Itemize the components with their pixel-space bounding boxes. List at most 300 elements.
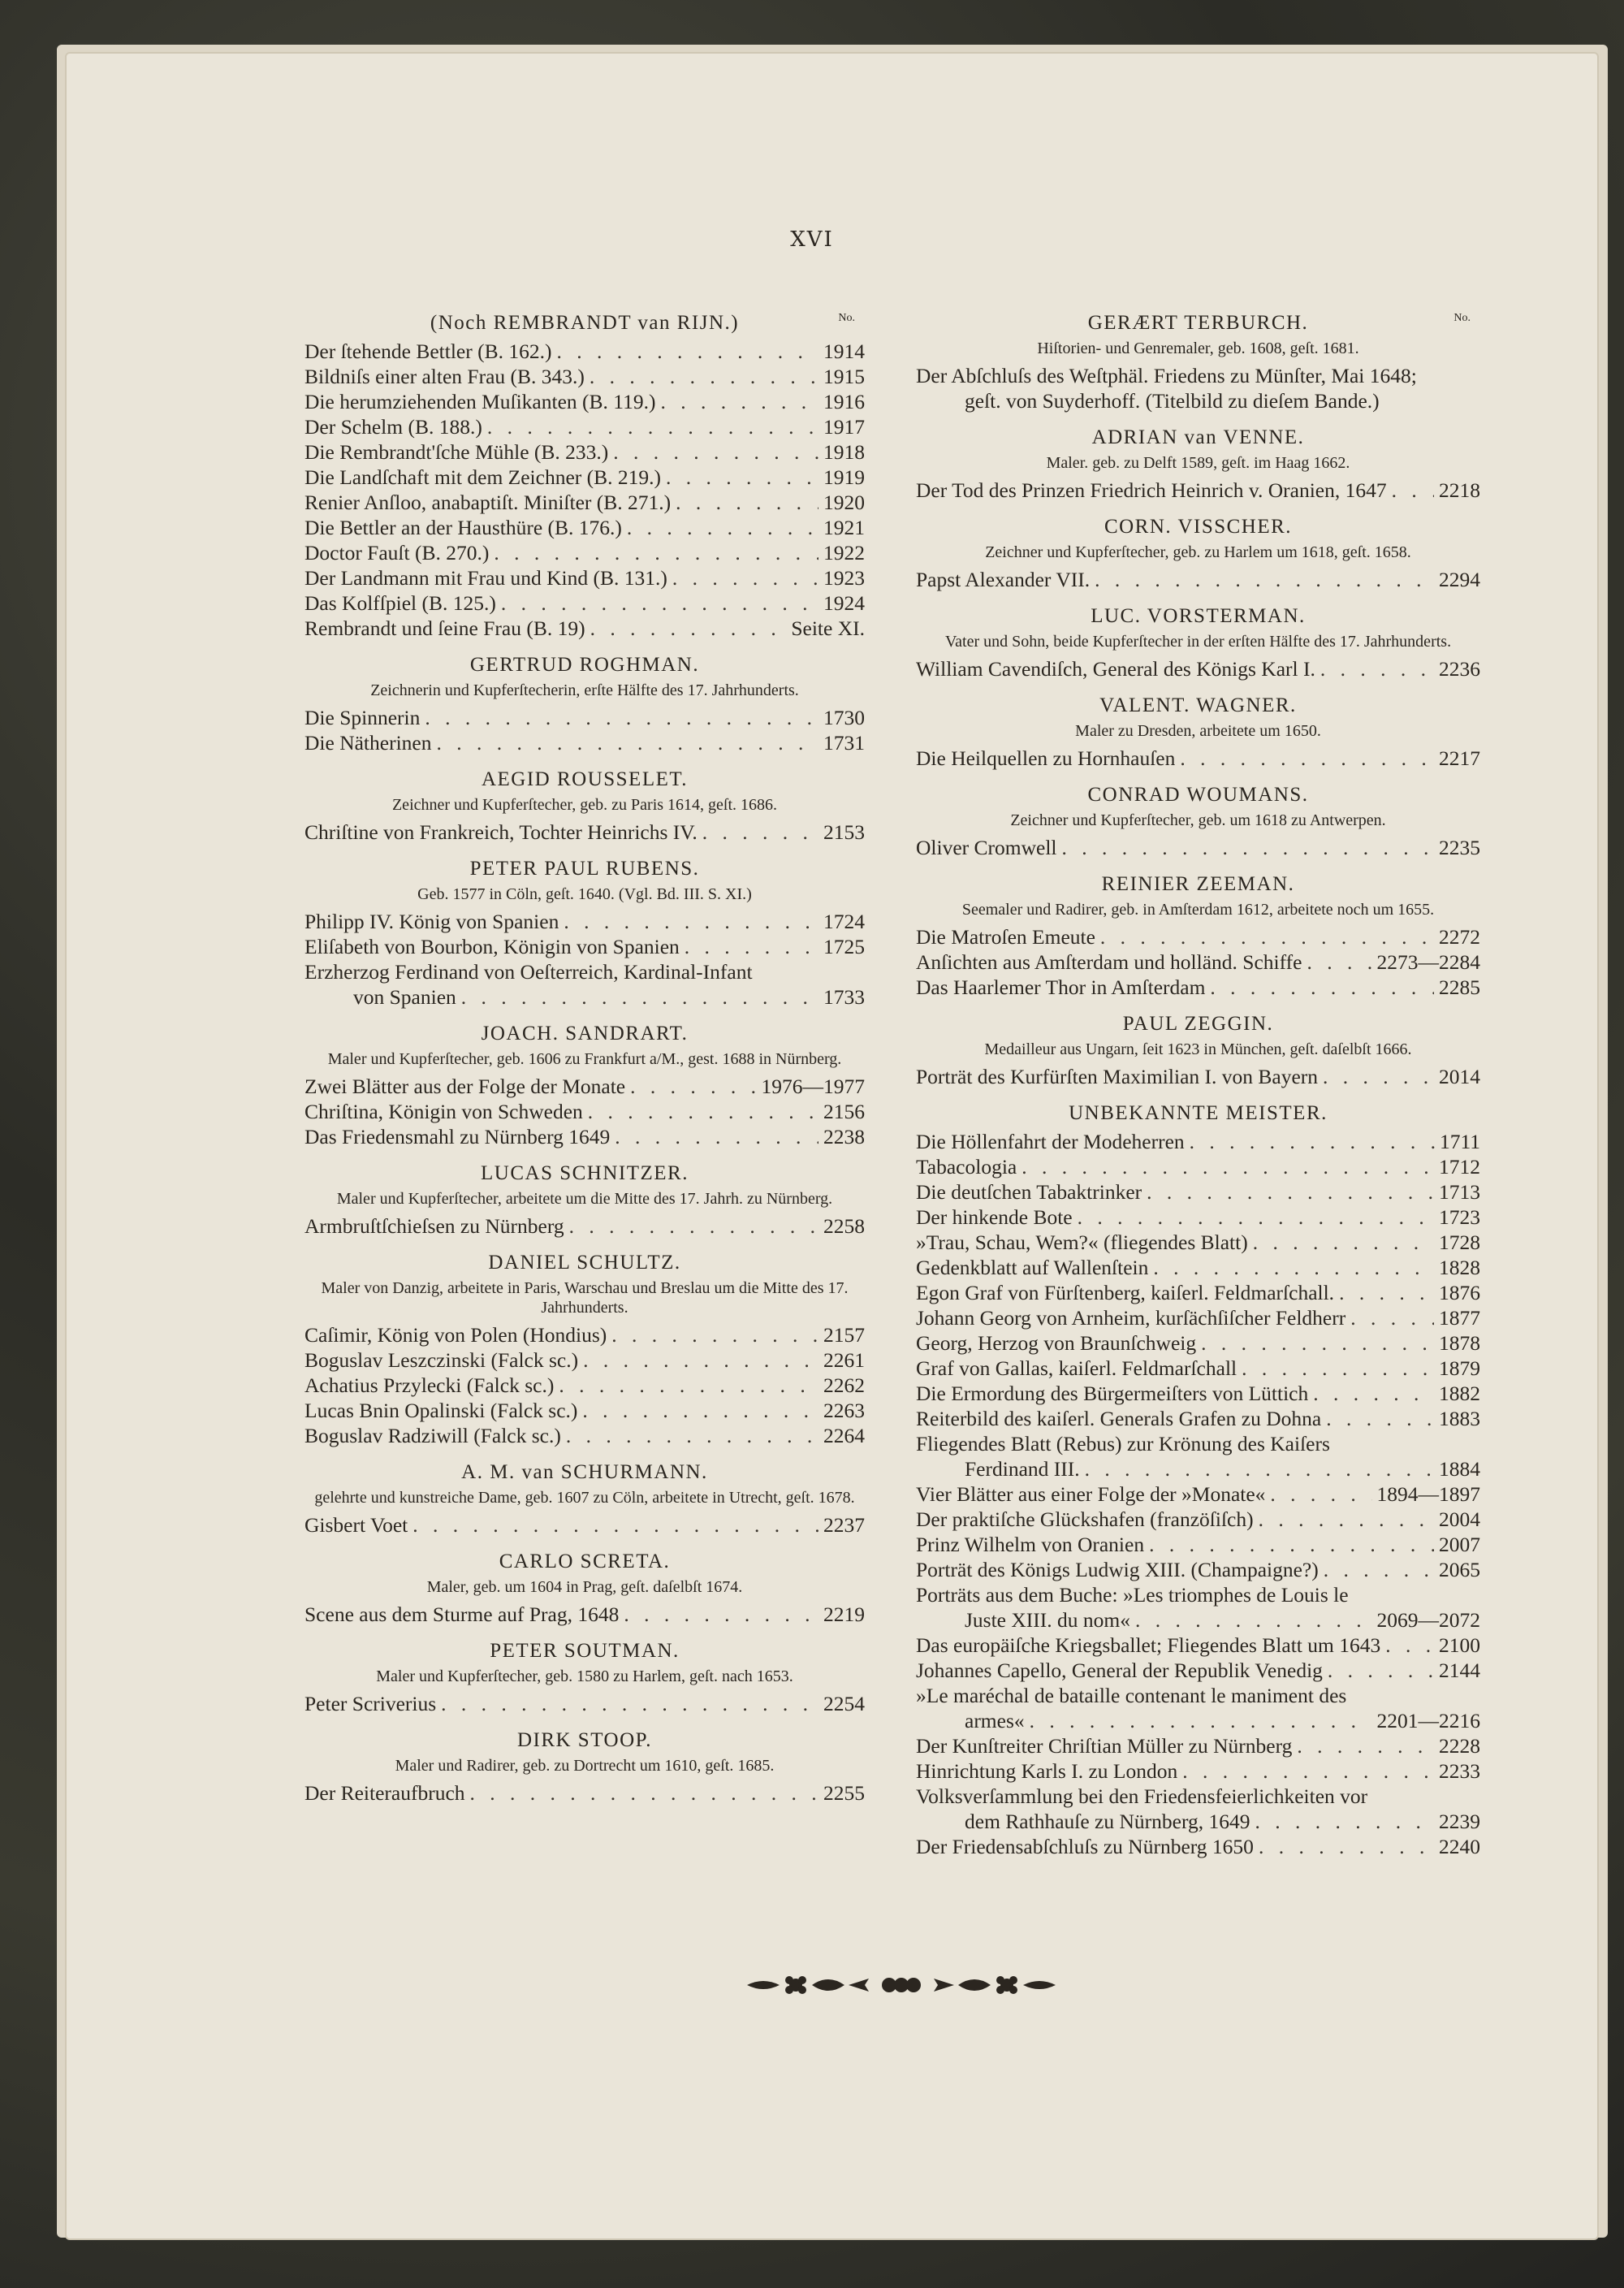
leader-dots [487, 414, 818, 439]
entry-title: geſt. von Suyderhoff. (Titelbild zu dieſem Bande.) [965, 389, 1380, 413]
leader-dots [1259, 1834, 1434, 1859]
artist-section-aegid-rousselet [304, 767, 865, 845]
catalog-entry [916, 363, 1480, 388]
entry-title: Die Nätherinen [304, 731, 432, 755]
entry-number: 2255 [823, 1781, 865, 1805]
entry-number: 2285 [1439, 975, 1480, 999]
catalog-entry [916, 567, 1480, 592]
catalog-entry [916, 924, 1480, 949]
catalog-entry [304, 515, 865, 540]
entry-title: Rembrandt und ſeine Frau (B. 19) [304, 616, 585, 640]
entry-number: 2238 [823, 1125, 865, 1148]
catalog-entry [304, 1602, 865, 1627]
artist-description: Maler und Radirer, geb. zu Dortrecht um 1610, geſt. 1685. [395, 1757, 775, 1775]
catalog-entry [916, 478, 1480, 503]
catalog-entry [916, 1507, 1480, 1532]
entry-number: 1877 [1439, 1306, 1480, 1330]
entry-number: 2153 [823, 820, 865, 844]
artist-description: Maler und Kupferſtecher, arbeitete um die Mitte des 17. Jahrh. zu Nürnberg. [336, 1190, 833, 1208]
number-column-label: No. [1453, 312, 1471, 324]
entry-title: Der Reiteraufbruch [304, 1781, 465, 1805]
leader-dots [436, 730, 818, 755]
entry-number: 1712 [1439, 1155, 1480, 1179]
catalog-entry [916, 1406, 1480, 1431]
entry-title: Fliegendes Blatt (Rebus) zur Krönung des Kaiſers [916, 1432, 1330, 1455]
artist-heading: A. M. van SCHURMANN. [461, 1461, 708, 1483]
catalog-entry [916, 1834, 1480, 1859]
entry-title: Philipp IV. König von Spanien [304, 910, 559, 933]
entry-number: 1730 [823, 706, 865, 729]
leader-dots [1307, 949, 1371, 975]
entry-title: Die Spinnerin [304, 706, 421, 729]
leader-dots [1062, 835, 1434, 860]
entry-title: Porträt des Kurfürſten Maximilian I. von Bayern [916, 1065, 1319, 1088]
entry-number: 2264 [823, 1424, 865, 1447]
artist-description: Maler. geb. zu Delft 1589, geſt. im Haag 1662. [1046, 454, 1350, 472]
entry-number: 1976—1977 [761, 1075, 865, 1098]
catalog-entry [304, 565, 865, 590]
leader-dots [1328, 1658, 1434, 1683]
artist-description: Zeichner und Kupferſtecher, geb. zu Harlem um 1618, geſt. 1658. [985, 543, 1411, 561]
catalog-entry [304, 1322, 865, 1347]
leader-dots [470, 1780, 818, 1806]
catalog-entry [304, 1780, 865, 1806]
artist-heading: AEGID ROUSSELET. [481, 768, 689, 790]
entry-number: 1723 [1439, 1205, 1480, 1229]
leader-dots [1210, 975, 1434, 1000]
catalog-entry [916, 1179, 1480, 1205]
entry-title: Boguslav Leszczinski (Falck sc.) [304, 1348, 579, 1372]
entry-number: 2100 [1439, 1633, 1480, 1657]
entry-title: Der ſtehende Bettler (B. 162.) [304, 340, 552, 363]
artist-description: Hiſtorien- und Genremaler, geb. 1608, geſt. 1681. [1037, 340, 1359, 357]
artist-section-reinier-zeeman [916, 872, 1480, 1000]
entry-title: Der hinkende Bote [916, 1205, 1073, 1229]
entry-number: 2228 [1439, 1734, 1480, 1758]
catalog-entry [916, 1607, 1480, 1633]
entry-title: Die Höllenfahrt der Modeherren [916, 1130, 1185, 1153]
artist-heading: UNBEKANNTE MEISTER. [1069, 1102, 1328, 1124]
entry-title: Die Ermordung des Bürgermeiſters von Lüttich [916, 1382, 1309, 1405]
artist-section-adrian-van-venne [916, 425, 1480, 503]
entry-title: Papst Alexander VII. [916, 568, 1091, 591]
catalog-entry [916, 1557, 1480, 1582]
artist-section-lucas-schnitzer [304, 1161, 865, 1239]
entry-title: Die herumziehenden Muſikanten (B. 119.) [304, 390, 656, 413]
entry-title: Gedenkblatt auf Wallenſtein [916, 1256, 1149, 1279]
leader-dots [676, 490, 818, 515]
catalog-entry [916, 656, 1480, 681]
decorative-ornament-icon [747, 1969, 1056, 2001]
entry-number: 1918 [823, 440, 865, 464]
catalog-entry [304, 1373, 865, 1398]
entry-number: 2263 [823, 1399, 865, 1422]
entry-number: 2239 [1439, 1810, 1480, 1833]
leader-dots [611, 1322, 818, 1347]
artist-heading: CORN. VISSCHER. [1104, 516, 1293, 538]
artist-heading: CONRAD WOUMANS. [1087, 784, 1309, 806]
artist-description: Medailleur aus Ungarn, ſeit 1623 in München, geſt. daſelbſt 1666. [984, 1040, 1412, 1058]
entry-title: Boguslav Radziwill (Falck sc.) [304, 1424, 561, 1447]
entry-number: 2069—2072 [1376, 1608, 1480, 1632]
entry-number: 2236 [1439, 657, 1480, 681]
entry-number: 1882 [1439, 1382, 1480, 1405]
entry-title: »Le maréchal de bataille contenant le maniment des [916, 1684, 1347, 1707]
catalog-entry [916, 1809, 1480, 1834]
entry-number: 2014 [1439, 1065, 1480, 1088]
catalog-entry [916, 1683, 1480, 1708]
catalog-entry [916, 1708, 1480, 1733]
artist-description: Maler von Danzig, arbeitete in Paris, Warschau und Breslau um die Mitte des 17. Jahrhunderts. [321, 1279, 849, 1317]
entry-title: Achatius Przylecki (Falck sc.) [304, 1373, 555, 1397]
leader-dots [1153, 1255, 1434, 1280]
catalog-entry [916, 1733, 1480, 1758]
leader-dots [1100, 924, 1434, 949]
leader-dots [501, 590, 818, 616]
leader-dots [1320, 656, 1434, 681]
catalog-entry [916, 1481, 1480, 1507]
leader-dots [1385, 1633, 1434, 1658]
entry-title: Das Friedensmahl zu Nürnberg 1649 [304, 1125, 611, 1148]
artist-description: Zeichnerin und Kupferſtecherin, erſte Hälfte des 17. Jahrhunderts. [370, 681, 799, 699]
entry-title: Volksverſammlung bei den Friedensfeierlichkeiten vor [916, 1784, 1368, 1808]
entry-number: 1725 [823, 935, 865, 958]
entry-number: 1728 [1439, 1231, 1480, 1254]
leader-dots [583, 1347, 818, 1373]
artist-section-dirk-stoop [304, 1728, 865, 1806]
entry-number: 2272 [1439, 925, 1480, 949]
catalog-entry [304, 1423, 865, 1448]
artist-section-unbekannte-meister [916, 1101, 1480, 1859]
catalog-entry [304, 959, 865, 984]
artist-heading: DANIEL SCHULTZ. [488, 1252, 681, 1274]
leader-dots [1149, 1532, 1434, 1557]
entry-number: 1711 [1439, 1130, 1480, 1153]
entry-number: 1924 [823, 591, 865, 615]
catalog-entry [916, 1758, 1480, 1784]
artist-description: Seemaler und Radirer, geb. in Amſterdam 1612, arbeitete noch um 1655. [961, 901, 1435, 919]
leader-dots [613, 439, 818, 465]
leader-dots [1324, 1557, 1434, 1582]
catalog-entry [916, 975, 1480, 1000]
leader-dots [588, 1099, 818, 1124]
artist-heading: PETER PAUL RUBENS. [469, 858, 700, 880]
leader-dots [1021, 1154, 1434, 1179]
artist-section-carlo-screta [304, 1549, 865, 1627]
catalog-entry [304, 616, 865, 641]
leader-dots [1323, 1064, 1434, 1089]
artist-description: Maler und Kupferſtecher, geb. 1580 zu Harlem, geſt. nach 1653. [376, 1667, 793, 1685]
catalog-entry [304, 909, 865, 934]
entry-number: 1917 [823, 415, 865, 439]
artist-section-ger-rt-terburch [916, 310, 1480, 413]
entry-number: 2233 [1439, 1759, 1480, 1783]
entry-number: 2065 [1439, 1558, 1480, 1581]
entry-number: 1713 [1439, 1180, 1480, 1204]
leader-dots [1270, 1481, 1371, 1507]
entry-number: 2240 [1439, 1835, 1480, 1858]
artist-heading: DIRK STOOP. [516, 1729, 653, 1751]
entry-number: 1916 [823, 390, 865, 413]
leader-dots [1255, 1809, 1434, 1834]
entry-title: Porträt des Königs Ludwig XIII. (Champaigne?) [916, 1558, 1319, 1581]
artist-description: gelehrte und kunstreiche Dame, geb. 1607 zu Cöln, arbeitete in Utrecht, geſt. 1678. [314, 1489, 855, 1507]
entry-title: Georg, Herzog von Braunſchweig [916, 1331, 1197, 1355]
left-column [304, 301, 865, 1817]
entry-number: 2262 [823, 1373, 865, 1397]
entry-title: Porträts aus dem Buche: »Les triomphes de Louis le [916, 1583, 1349, 1607]
catalog-entry [916, 1532, 1480, 1557]
artist-section-luc-vorsterman [916, 603, 1480, 681]
entry-number: Seite XI. [791, 616, 865, 640]
entry-title: Lucas Bnin Opalinski (Falck sc.) [304, 1399, 578, 1422]
entry-title: Doctor Fauſt (B. 270.) [304, 541, 490, 564]
leader-dots [1313, 1381, 1434, 1406]
entry-number: 1894—1897 [1376, 1482, 1480, 1506]
entry-number: 1883 [1439, 1407, 1480, 1430]
entry-number: 2156 [823, 1100, 865, 1123]
entry-number: 2261 [823, 1348, 865, 1372]
catalog-entry [304, 590, 865, 616]
entry-number: 1922 [823, 541, 865, 564]
catalog-entry [916, 1305, 1480, 1330]
entry-title: Eliſabeth von Bourbon, Königin von Spanien [304, 935, 680, 958]
entry-number: 1731 [823, 731, 865, 755]
catalog-entry [916, 1582, 1480, 1607]
leader-dots [566, 1423, 818, 1448]
catalog-entry [304, 364, 865, 389]
catalog-entry [304, 820, 865, 845]
leader-dots [425, 705, 818, 730]
entry-title: Peter Scriverius [304, 1692, 437, 1715]
entry-number: 1884 [1439, 1457, 1480, 1481]
catalog-entry [304, 339, 865, 364]
artist-section-paul-zeggin [916, 1011, 1480, 1089]
catalog-entry [304, 389, 865, 414]
entry-number: 1921 [823, 516, 865, 539]
artist-heading: REINIER ZEEMAN. [1101, 873, 1295, 895]
entry-number: 2273—2284 [1376, 950, 1480, 974]
entry-number: 1915 [823, 365, 865, 388]
leader-dots [441, 1691, 818, 1716]
leader-dots [1190, 1129, 1435, 1154]
entry-title: Die deutſchen Tabaktrinker [916, 1180, 1142, 1204]
entry-title: William Cavendiſch, General des Königs Karl I. [916, 657, 1315, 681]
leader-dots [556, 339, 818, 364]
artist-section-conrad-woumans [916, 782, 1480, 860]
catalog-entry [304, 1074, 865, 1099]
catalog-entry [304, 1691, 865, 1716]
leader-dots [1201, 1330, 1434, 1356]
entry-number: 2201—2216 [1376, 1709, 1480, 1732]
artist-section-noch-rembrandt-van-rijn [304, 310, 865, 641]
entry-title: Der Landmann mit Frau und Kind (B. 131.) [304, 566, 667, 590]
catalog-entry [304, 1213, 865, 1239]
entry-title: Renier Anſloo, anabaptiſt. Miniſter (B. 271.) [304, 491, 672, 514]
entry-number: 2258 [823, 1214, 865, 1238]
entry-number: 2004 [1439, 1507, 1480, 1531]
entry-title: Die Bettler an der Hausthüre (B. 176.) [304, 516, 622, 539]
artist-description: Zeichner und Kupferſtecher, geb. zu Paris 1614, geſt. 1686. [391, 796, 778, 814]
leader-dots [1135, 1607, 1372, 1633]
leader-dots [630, 1074, 756, 1099]
entry-number: 2294 [1439, 568, 1480, 591]
entry-title: Die Landſchaft mit dem Zeichner (B. 219.) [304, 465, 662, 489]
artist-section-gertrud-roghman [304, 652, 865, 755]
entry-number: 1876 [1439, 1281, 1480, 1304]
entry-number: 2254 [823, 1692, 865, 1715]
leader-dots [1242, 1356, 1434, 1381]
entry-number: 1879 [1439, 1356, 1480, 1380]
entry-number: 1914 [823, 340, 865, 363]
leader-dots [615, 1124, 818, 1149]
leader-dots [1030, 1708, 1372, 1733]
catalog-entry [916, 1456, 1480, 1481]
entry-title: Prinz Wilhelm von Oranien [916, 1533, 1145, 1556]
catalog-entry [304, 730, 865, 755]
catalog-entry [304, 984, 865, 1010]
artist-heading: VALENT. WAGNER. [1099, 694, 1297, 716]
entry-title: Das Kolfſpiel (B. 125.) [304, 591, 496, 615]
entry-title: Caſimir, König von Polen (Hondius) [304, 1323, 607, 1347]
entry-title: Reiterbild des kaiſerl. Generals Grafen zu Dohna [916, 1407, 1322, 1430]
catalog-entry [916, 1230, 1480, 1255]
catalog-entry [916, 1064, 1480, 1089]
entry-title: Das europäiſche Kriegsballet; Fliegendes Blatt um 1643 [916, 1633, 1381, 1657]
entry-title: Johannes Capello, General der Republik Venedig [916, 1659, 1323, 1682]
artist-description: Vater und Sohn, beide Kupferſtecher in der erſten Hälfte des 17. Jahrhunderts. [944, 633, 1452, 651]
artist-section-joach-sandrart [304, 1021, 865, 1149]
leader-dots [1147, 1179, 1434, 1205]
entry-number: 2157 [823, 1323, 865, 1347]
artist-description: Maler, geb. um 1604 in Prag, geſt. daſelbſt 1674. [426, 1578, 743, 1596]
entry-title: Egon Graf von Fürſtenberg, kaiſerl. Feldmarſchall. [916, 1281, 1335, 1304]
leader-dots [494, 540, 818, 565]
entry-number: 1724 [823, 910, 865, 933]
entry-number: 1920 [823, 491, 865, 514]
leader-dots [559, 1373, 818, 1398]
catalog-entry [916, 1431, 1480, 1456]
entry-title: Die Rembrandt'ſche Mühle (B. 233.) [304, 440, 609, 464]
artist-description: Maler zu Dresden, arbeitete um 1650. [1075, 722, 1321, 740]
leader-dots [564, 909, 818, 934]
entry-title: Johann Georg von Arnheim, kurſächſiſcher Feldherr [916, 1306, 1346, 1330]
catalog-entry [916, 1381, 1480, 1406]
leader-dots [627, 515, 818, 540]
artist-section-a-m-van-schurmann [304, 1460, 865, 1538]
entry-number: 2144 [1439, 1659, 1480, 1682]
artist-section-peter-soutman [304, 1638, 865, 1716]
entry-number: 2217 [1439, 746, 1480, 770]
leader-dots [1182, 1758, 1434, 1784]
entry-number: 2218 [1439, 478, 1480, 502]
right-column [916, 301, 1480, 1871]
page-number: XVI [790, 227, 834, 252]
catalog-entry [304, 1512, 865, 1538]
artist-section-valent-wagner [916, 693, 1480, 771]
artist-description: Geb. 1577 in Cöln, geſt. 1640. (Vgl. Bd. III. S. XI.) [417, 885, 752, 903]
artist-heading: GERTRUD ROGHMAN. [469, 654, 700, 676]
catalog-entry [916, 388, 1480, 413]
leader-dots [582, 1398, 818, 1423]
catalog-entry [304, 439, 865, 465]
entry-title: »Trau, Schau, Wem?« (fliegendes Blatt) [916, 1231, 1248, 1254]
entry-number: 2219 [823, 1602, 865, 1626]
leader-dots [1339, 1280, 1434, 1305]
catalog-entry [304, 414, 865, 439]
artist-section-corn-visscher [916, 514, 1480, 592]
leader-dots [590, 364, 818, 389]
catalog-entry [304, 540, 865, 565]
catalog-entry [304, 705, 865, 730]
artist-section-daniel-schultz [304, 1250, 865, 1448]
entry-title: Graf von Gallas, kaiſerl. Feldmarſchall [916, 1356, 1237, 1380]
entry-number: 1923 [823, 566, 865, 590]
entry-number: 2237 [823, 1513, 865, 1537]
entry-title: Der praktiſche Glückshafen (franzöſiſch) [916, 1507, 1254, 1531]
catalog-entry [916, 949, 1480, 975]
entry-title: Chriſtina, Königin von Schweden [304, 1100, 583, 1123]
artist-heading: JOACH. SANDRART. [481, 1023, 689, 1045]
entry-title: Chriſtine von Frankreich, Tochter Heinrichs IV. [304, 820, 698, 844]
entry-title: Anſichten aus Amſterdam und holländ. Schiffe [916, 950, 1302, 974]
leader-dots [1253, 1230, 1434, 1255]
leader-dots [624, 1602, 818, 1627]
catalog-entry [304, 1398, 865, 1423]
leader-dots [1180, 746, 1434, 771]
entry-title: Gisbert Voet [304, 1513, 408, 1537]
catalog-entry [916, 1658, 1480, 1683]
leader-dots [461, 984, 818, 1010]
entry-title: Der Friedensabſchluſs zu Nürnberg 1650 [916, 1835, 1254, 1858]
artist-heading: PETER SOUTMAN. [490, 1640, 680, 1662]
artist-heading: LUC. VORSTERMAN. [1091, 605, 1306, 627]
entry-title: Oliver Cromwell [916, 836, 1057, 859]
entry-title: Zwei Blätter aus der Folge der Monate [304, 1075, 626, 1098]
artist-heading: LUCAS SCHNITZER. [481, 1162, 689, 1184]
catalog-entry [304, 1099, 865, 1124]
artist-heading: CARLO SCRETA. [499, 1551, 671, 1572]
leader-dots [1095, 567, 1434, 592]
artist-section-peter-paul-rubens [304, 856, 865, 1010]
artist-heading: PAUL ZEGGIN. [1122, 1013, 1274, 1035]
entry-title: Hinrichtung Karls I. zu London [916, 1759, 1178, 1783]
leader-dots [1297, 1733, 1434, 1758]
catalog-entry [304, 934, 865, 959]
entry-title: Juste XIII. du nom« [965, 1608, 1130, 1632]
catalog-entry [916, 746, 1480, 771]
leader-dots [1259, 1507, 1434, 1532]
entry-title: Der Tod des Prinzen Friedrich Heinrich v. Oranien, 1647 [916, 478, 1387, 502]
leader-dots [1326, 1406, 1434, 1431]
entry-number: 1919 [823, 465, 865, 489]
entry-number: 1878 [1439, 1331, 1480, 1355]
entry-title: Armbruſtſchieſsen zu Nürnberg [304, 1214, 564, 1238]
number-column-label: No. [838, 312, 855, 324]
entry-number: 2235 [1439, 836, 1480, 859]
catalog-entry [916, 1356, 1480, 1381]
entry-number: 1733 [823, 985, 865, 1009]
catalog-entry [304, 490, 865, 515]
leader-dots [702, 820, 818, 845]
artist-heading: (Noch REMBRANDT van RIJN.) No. [304, 310, 865, 335]
leader-dots [666, 465, 818, 490]
entry-title: Vier Blätter aus einer Folge der »Monate« [916, 1482, 1266, 1506]
artist-heading: ADRIAN van VENNE. [1091, 426, 1305, 448]
catalog-entry [304, 465, 865, 490]
leader-dots [412, 1512, 818, 1538]
catalog-entry [916, 1154, 1480, 1179]
